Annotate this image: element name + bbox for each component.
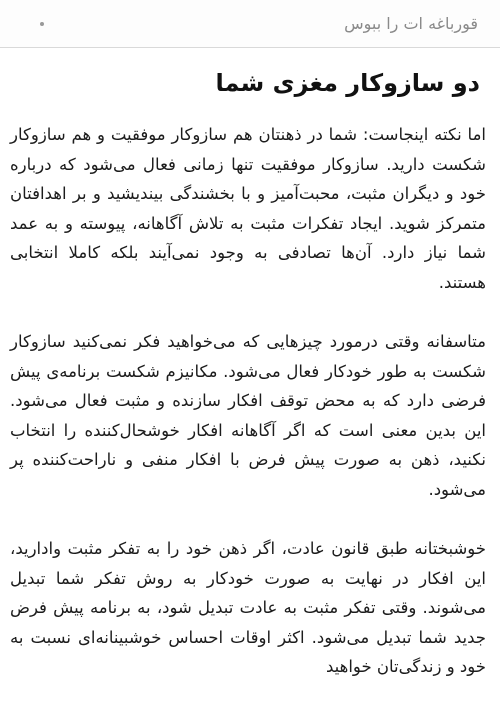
article-content — [10, 66, 486, 712]
paragraph-3: خوشبختانه طبق قانون عادت، اگر ذهن خود را به تفکر مثبت وادارید، این افکار در نهایت به صورت خودکار به روش تفکر شما تبدیل می‌شوند. وقتی تفکر مثبت به عادت تبدیل شود، به برنامه پیش فرض جدید شما تبدیل می‌شود. اکثر اوقات احساس خوشبینانه‌ای نسبت به خود و زندگی‌تان خواهید — [10, 539, 486, 676]
header-dot-icon — [40, 22, 44, 26]
book-header-bar — [0, 0, 500, 48]
book-title: قورباغه ات را ببوس — [344, 14, 478, 33]
paragraph-2: متاسفانه وقتی درمورد چیزهایی که می‌خواهید فکر نمی‌کنید سازوکار شکست به طور خودکار فعال می‌شود. مکانیزم شکست برنامه‌ی پیش فرضی دارد که به محض توقف افکار سازنده و مثبت فعال می‌شود. این بدین معنی است که اگر آگاهانه افکار خوشحال‌کننده را انتخاب نکنید، ذهن به صورت پیش فرض با افکار منفی و ناراحت‌کننده پر می‌شود. — [10, 332, 486, 499]
paragraph-1: اما نکته اینجاست: شما در ذهنتان هم سازوکار موفقیت و هم سازوکار شکست دارید. سازوکار موفقیت تنها زمانی فعال می‌شود که درباره خود و دیگران مثبت، محبت‌آمیز و با بخشندگی بیندیشید و بر اهدافتان متمرکز شوید. ایجاد تفکرات مثبت به تلاش آگاهانه، پیوسته و به عمد شما نیاز دارد. آن‌ها تصادفی به وجود نمی‌آیند بلکه کاملا انتخابی هستند. — [10, 125, 486, 292]
section-heading: دو سازوکار مغزی شما — [215, 69, 480, 97]
